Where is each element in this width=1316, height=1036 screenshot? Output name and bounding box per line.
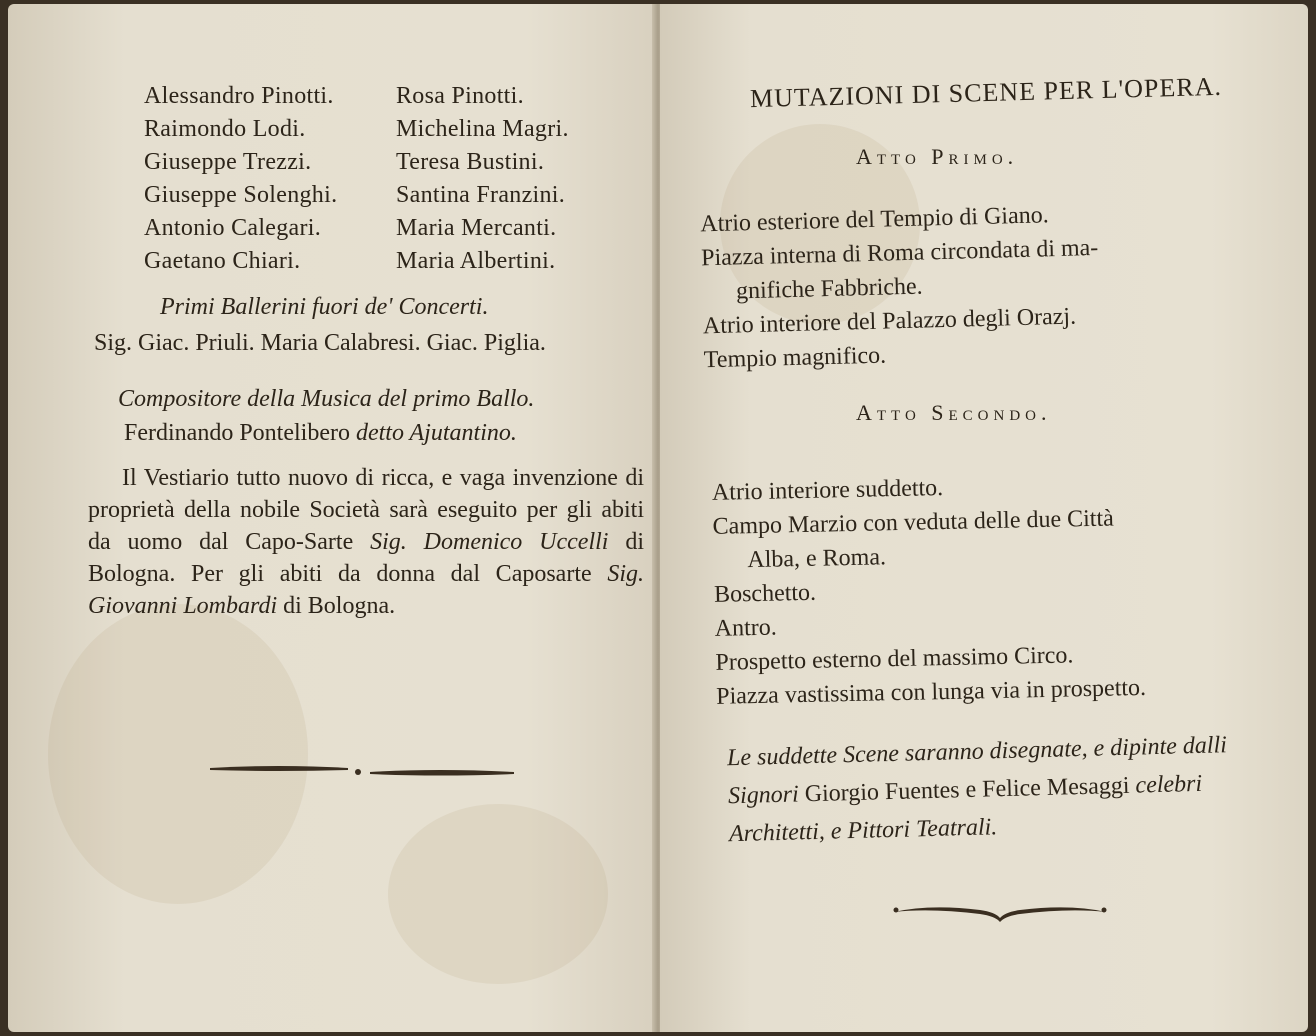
primi-ballerini-names: Sig. Giac. Priuli. Maria Calabresi. Giac. Piglia. [94,330,546,356]
scene-line: Piazza vastissima con lunga via in prospetto. [715,674,1147,710]
scene-line: Atrio interiore suddetto. [711,475,944,506]
scene-line: Antro. [714,614,778,642]
scene-line: Tempio magnifico. [703,342,887,374]
performer-name: Teresa Bustini. [396,149,545,175]
performer-name: Antonio Calegari. [144,215,322,241]
name-row [144,146,644,179]
scene-line: Atrio interiore del Palazzo degli Orazj. [702,303,1077,340]
right-page [660,4,1308,1032]
costume-text: Il Vestiario tutto nuovo di ricca, e vaga invenzione di proprietà della nobile Società sarà eseguito per gli abiti da uomo dal Capo-Sarte [88,465,644,555]
name-row [144,113,644,146]
composer-heading: Compositore della Musica del primo Ballo. [118,386,535,412]
note-text: Le suddette Scene saranno disegnate, e dipinte dalli Signori [726,732,1228,810]
act-one-heading: Atto Primo. [856,144,1019,169]
scene-line: Boschetto. [713,579,817,608]
performer-name: Maria Mercanti. [396,215,557,241]
scene-line: Atrio esteriore del Tempio di Giano. [699,202,1050,238]
scene-line: gnifiche Fabbriche. [735,273,923,305]
painter-names: Giorgio Fuentes e Felice Mesaggi [804,772,1130,808]
costume-text: di Bologna. Per gli abiti da donna dal Caposarte [88,529,644,587]
costume-paragraph [88,462,644,622]
composer-line [124,420,517,447]
note-text: celebri Architetti, e Pittori Teatrali. [728,770,1203,848]
performer-name: Giuseppe Trezzi. [144,149,312,175]
composer-name: Ferdinando Pontelibero [124,420,350,446]
paper-stain [388,804,608,984]
name-row [144,80,644,113]
performer-name: Giuseppe Solenghi. [144,182,338,208]
name-row [144,212,644,245]
performer-name: Rosa Pinotti. [396,83,524,109]
tailor-name: Sig. Domenico Uccelli [370,529,609,555]
left-page [8,4,656,1032]
composer-alias: detto Ajutantino. [355,420,517,446]
divider-ornament [208,760,518,780]
performer-names-list [144,80,644,278]
costume-text: di Bologna. [283,593,396,619]
end-ornament [890,892,1110,926]
act-one-scene-list [700,193,1264,378]
performer-name: Santina Franzini. [396,182,566,208]
name-row [144,179,644,212]
performer-name: Raimondo Lodi. [144,116,306,142]
scenery-credit-note [727,725,1286,854]
act-two-heading: Atto Secondo. [856,400,1052,425]
tailor-name: Sig. Giovanni Lombardi [88,561,645,619]
primi-ballerini-heading: Primi Ballerini fuori de' Concerti. [160,294,489,320]
scene-line: Alba, e Roma. [747,544,887,574]
performer-name: Gaetano Chiari. [144,248,301,274]
scene-line: Campo Marzio con veduta delle due Città [712,505,1115,540]
act-two-scene-list [712,464,1277,714]
performer-name: Alessandro Pinotti. [144,83,334,109]
scene-line: Prospetto esterno del massimo Circo. [715,642,1074,676]
page-title: MUTAZIONI DI SCENE PER L'OPERA. [749,71,1223,114]
scene-line: Piazza interna di Roma circondata di ma- [700,234,1099,272]
name-row [144,245,644,278]
performer-name: Maria Albertini. [396,248,556,274]
performer-name: Michelina Magri. [396,116,569,142]
paper-stain [48,604,308,904]
